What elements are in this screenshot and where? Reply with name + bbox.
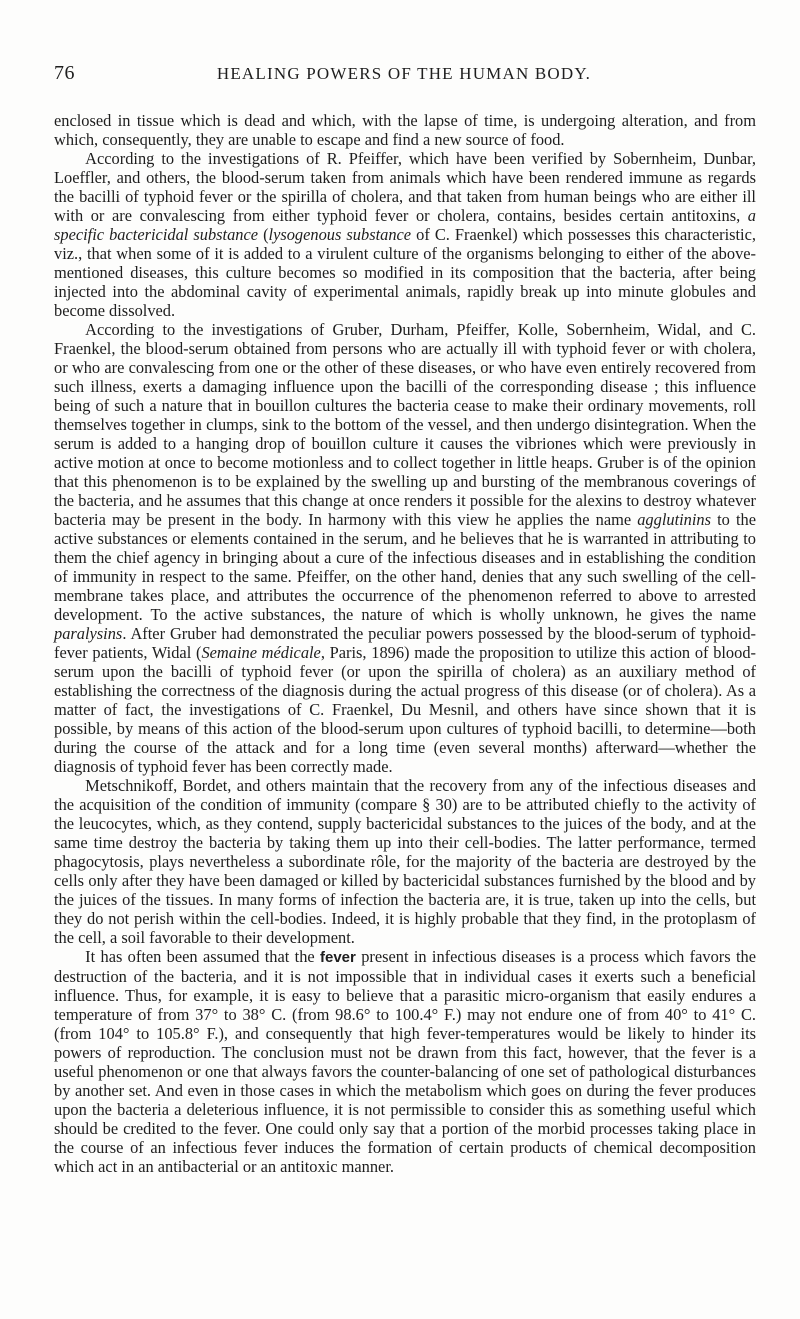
italic-term: lysogenous substance <box>268 225 412 244</box>
running-head: HEALING POWERS OF THE HUMAN BODY. <box>216 64 592 83</box>
text-run: present in infectious diseases is a process which favors the destruction of the bacteria, and it is not impossible that in individual cases it exerts such a beneficial influence. Thus, for example, it is easy to believe that a parasitic micro-organism that easily endures a temperature of from 37° to 38° C. (from 98.6° to 100.4° F.) may not endure one of from 40° to 41° C. (from 104° to 105.8° F.), and consequently that high fever-temperatures would be likely to hinder its powers of reproduction. The conclusion must not be drawn from this fact, however, that the fever is a useful phenomenon or one that always favors the counter-balancing of one set of pathological disturbances by another set. And even in those cases in which the metabolism which goes on during the fever produces upon the bacteria a deleterious influence, it is not permissible to consider this as something useful which should be credited to the fever. One could only say that a portion of the morbid processes taking place in the course of an infectious fever induces the formation of certain products of chemical decomposition which act in an antibacterial or an antitoxic manner. <box>54 947 756 1176</box>
italic-term: agglutinins <box>637 510 712 529</box>
italic-term: Semaine médicale <box>201 643 321 662</box>
text-run: . After Gruber had demonstrated the peculiar powers possessed by the blood-serum of typhoid-fever patients, Widal ( <box>54 624 756 662</box>
paragraph-3 <box>54 320 756 776</box>
paragraph-5 <box>54 947 756 1176</box>
text-run: to the active substances or elements contained in the serum, and he believes that he is warranted in attributing to them the chief agency in bringing about a cure of the infectious diseases and in establishing the condition of immunity in respect to the same. Pfeiffer, on the other hand, denies that any such swelling of the cell-membrane takes place, and attributes the occurrence of the phenomenon referred to above to arrested development. To the active substances, the nature of which is wholly unknown, he gives the name <box>54 510 757 624</box>
italic-term: paralysins <box>54 624 123 643</box>
paragraph-4 <box>54 776 756 947</box>
paragraph-1 <box>54 111 756 149</box>
paragraph-2 <box>54 149 756 320</box>
bold-term: fever <box>320 949 356 966</box>
text-run: of C. Fraenkel) which possesses this characteristic, viz., that when some of it is added to a virulent culture of the organisms belonging to either of the above-mentioned diseases, this culture becomes so modified in its composition that the bacteria, after being injected into the abdominal cavity of experimental animals, rapidly break up into minute globules and become dissolved. <box>54 225 756 320</box>
text-run: Metschnikoff, Bordet, and others maintain that the recovery from any of the infectious diseases and the acquisition of the condition of immunity (compare § 30) are to be attributed chiefly to the activity of the leucocytes, which, as they contend, supply bactericidal substances to the juices of the body, and at the same time destroy the bacteria by taking them up into their cell-bodies. The latter performance, termed phagocytosis, plays nevertheless a subordinate rôle, for the majority of the bacteria are destroyed by the cells only after they have been damaged or killed by bactericidal substances furnished by the blood and by the juices of the tissues. In many forms of infection the bacteria are, it is true, taken up into the cells, but they do not perish within the cell-bodies. Indeed, it is highly probable that they find, in the protoplasm of the cell, a soil favorable to their development. <box>54 776 756 947</box>
text-run: According to the investigations of R. Pfeiffer, which have been verified by Sobernheim, Dunbar, Loeffler, and others, the blood-serum taken from animals which have been rendered immune as regards the bacilli of typhoid fever or the spirilla of cholera, and that taken from human beings who are either ill with or are convalescing from either typhoid fever or cholera, contains, besides certain antitoxins, <box>54 149 756 225</box>
text-run: ( <box>258 225 269 244</box>
text-run: It has often been assumed that the <box>85 947 320 966</box>
page-header <box>54 62 754 86</box>
page-number: 76 <box>54 62 75 84</box>
text-run: , Paris, 1896) made the proposition to utilize this action of blood-serum upon the bacilli of typhoid fever (or upon the spirilla of cholera) as an auxiliary method of establishing the correctness of the diagnosis during the actual progress of this disease (or of cholera). As a matter of fact, the investigations of C. Fraenkel, Du Mesnil, and others have since shown that it is possible, by means of this action of the blood-serum upon cultures of typhoid bacilli, to determine—both during the course of the attack and for a long time (even several months) afterward—whether the diagnosis of typhoid fever has been correctly made. <box>54 643 756 776</box>
body-text <box>54 111 756 1176</box>
italic-term: a specific bactericidal substance <box>54 206 756 244</box>
text-run: enclosed in tissue which is dead and which, with the lapse of time, is undergoing alteration, and from which, consequently, they are unable to escape and find a new source of food. <box>54 111 756 149</box>
text-run: According to the investigations of Gruber, Durham, Pfeiffer, Kolle, Sobernheim, Widal, and C. Fraenkel, the blood-serum obtained from persons who are actually ill with typhoid fever or with cholera, or who are convalescing from one or the other of these diseases, or who have even entirely recovered from such illness, exerts a damaging influence upon the bacilli of the corresponding disease ; this influence being of such a nature that in bouillon cultures the bacteria cease to make their ordinary movements, roll themselves together in clumps, sink to the bottom of the vessel, and then undergo disintegration. When the serum is added to a hanging drop of bouillon culture it causes the vibriones which were previously in active motion at once to become motionless and to collect together in little heaps. Gruber is of the opinion that this phenomenon is to be explained by the swelling up and bursting of the membranous coverings of the bacteria, and he assumes that this change at once renders it possible for the alexins to destroy whatever bacteria may be present in the body. In harmony with this view he applies the name <box>54 320 756 529</box>
